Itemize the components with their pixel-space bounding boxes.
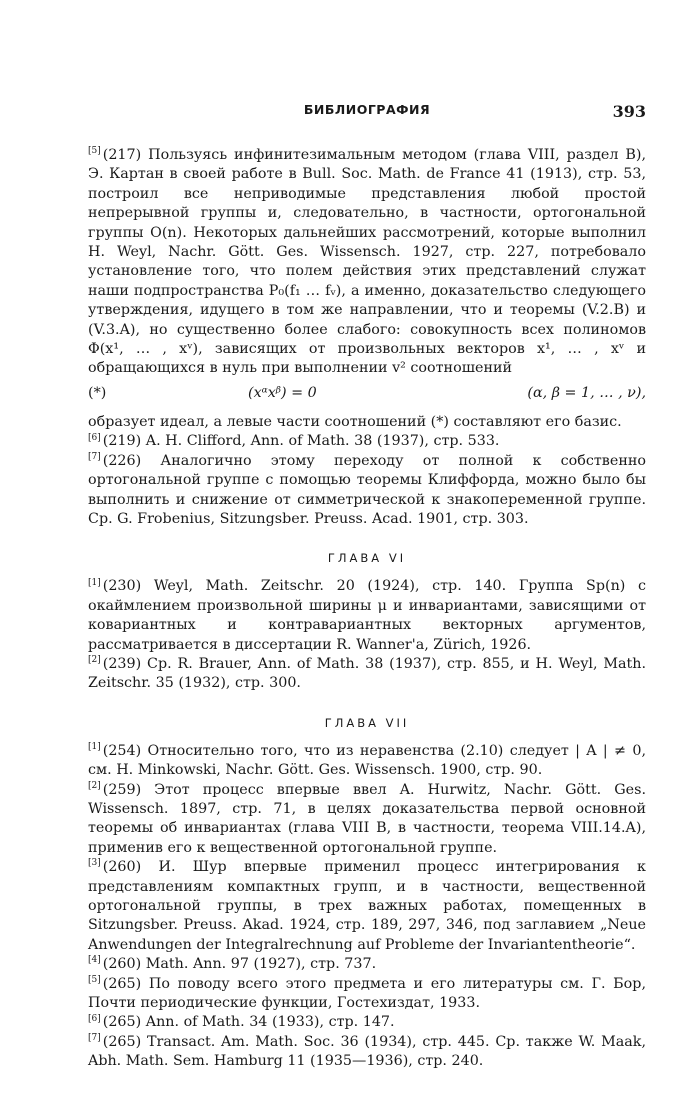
note-text: (219) A. H. Clifford, Ann. of Math. 38 (1937), стр. 533. <box>102 433 500 450</box>
note-text: (265) Ann. of Math. 34 (1933), стр. 147. <box>102 1014 395 1031</box>
note-chapter7-6 <box>88 1013 646 1032</box>
note-text: (260) И. Шур впервые применил процесс интегрирования к представлениям компактных групп, и в частности, вещественной ортогональной группы, в трех важных работах, помещенных в Sitzungsber. Preuss. Akad. 1924, стр. 189, 297, 346, под заглавием „Neue Anwendungen der Integralrechnung auf Probleme der Invariantentheorie“. <box>88 859 646 953</box>
note-chapter7-1 <box>88 742 646 781</box>
note-chapter7-4 <box>88 955 646 974</box>
note-text: (230) Weyl, Math. Zeitschr. 20 (1924), стр. 140. Группа Sp(n) с окаймлением произвольной ширины μ и инвариантами, зависящими от ковариантных и контравариантных векторных аргументов, рассматривается в диссертации R. Wanner'a, Zürich, 1926. <box>88 578 646 653</box>
note-ref: [1] <box>88 577 101 588</box>
note-continuation <box>88 413 646 432</box>
note-ref: [7] <box>88 1033 101 1044</box>
note-text: (254) Относительно того, что из неравенства (2.10) следует | A | ≠ 0, см. H. Minkowski, Nachr. Gött. Ges. Wissensch. 1900, стр. 90. <box>88 742 646 779</box>
note-text: (226) Аналогично этому переходу от полной к собственно ортогональной группе с помощью теоремы Клиффорда, можно было бы выполнить и снижение от симметрической к знакопеременной группе. Ср. G. Frobenius, Sitzungsber. Preuss. Acad. 1901, стр. 303. <box>88 452 646 527</box>
note-text: (239) Cp. R. Brauer, Ann. of Math. 38 (1937), стр. 855, и H. Weyl, Math. Zeitschr. 35 (1932), стр. 300. <box>88 655 646 692</box>
note-chapter7-2 <box>88 781 646 859</box>
running-head-title: БИБЛИОГРАФИЯ <box>303 102 431 117</box>
note-chapter5-6 <box>88 432 646 451</box>
note-ref: [1] <box>88 741 101 752</box>
note-chapter6-1 <box>88 577 646 655</box>
running-head <box>88 96 646 130</box>
book-page <box>88 96 646 1072</box>
note-text: (265) Transact. Am. Math. Soc. 36 (1934), стр. 445. Ср. также W. Maak, Abh. Math. Sem. Hamburg 11 (1935—1936), стр. 240. <box>88 1033 646 1070</box>
note-chapter5-7 <box>88 452 646 530</box>
note-ref: [4] <box>88 955 101 966</box>
note-ref: [5] <box>88 146 101 157</box>
note-text: (260) Math. Ann. 97 (1927), стр. 737. <box>102 956 377 973</box>
note-text: (265) По поводу всего этого предмета и его литературы см. Г. Бор, Почти периодические функции, Гостехиздат, 1933. <box>88 975 646 1012</box>
note-ref: [5] <box>88 974 101 985</box>
note-chapter7-5 <box>88 975 646 1014</box>
formula-range: (α, β = 1, … , ν), <box>527 384 646 401</box>
note-chapter6-2 <box>88 655 646 694</box>
note-ref: [3] <box>88 858 101 869</box>
note-text: (217) Пользуясь инфинитезимальным методом (глава VIII, раздел В), Э. Картан в своей работе в Bull. Soc. Math. de France 41 (1913), стр. 53, построил все неприводимые представления любой простой непрерывной группы и, следовательно, в частности, ортогональной группы O(n). Некоторых дальнейших рассмотрений, которые выполнил H. Weyl, Nachr. Gött. Ges. Wissensch. 1927, стр. 227, потребовало установление того, что полем действия этих представлений служат наши подпространства P₀(f₁ … fᵥ), а именно, доказательство следующего утверждения, идущего в том же направлении, что и теоремы (V.2.B) и (V.3.A), но существенно более слабого: совокупность всех полиномов Φ(x¹, … , xᵛ), зависящих от произвольных векторов x¹, … , xᵛ и обращающихся в нуль при выполнении v² соотношений <box>88 147 646 377</box>
note-text: (259) Этот процесс впервые ввел A. Hurwitz, Nachr. Gött. Ges. Wissensch. 1897, стр. 71, в целях доказательства первой основной теоремы об инвариантах (глава VIII B, в частности, теорема VIII.14.A), применив его к вещественной ортогональной группе. <box>88 781 646 856</box>
note-chapter5-5 <box>88 146 646 379</box>
chapter-heading-6: ГЛАВА VI <box>327 551 407 566</box>
note-ref: [6] <box>88 432 101 443</box>
chapter-heading-7: ГЛАВА VII <box>324 715 410 730</box>
note-chapter7-7 <box>88 1033 646 1072</box>
formula-label: (*) <box>88 384 107 401</box>
note-ref: [2] <box>88 780 101 791</box>
note-ref: [2] <box>88 655 101 666</box>
formula-line <box>88 385 646 409</box>
note-ref: [7] <box>88 451 101 462</box>
note-text: образует идеал, а левые части соотношений (*) составляют его базис. <box>88 413 622 430</box>
note-chapter7-3 <box>88 858 646 955</box>
page-number: 393 <box>612 102 646 121</box>
formula-expression: (xᵅxᵝ) = 0 <box>248 384 317 401</box>
note-ref: [6] <box>88 1013 101 1024</box>
